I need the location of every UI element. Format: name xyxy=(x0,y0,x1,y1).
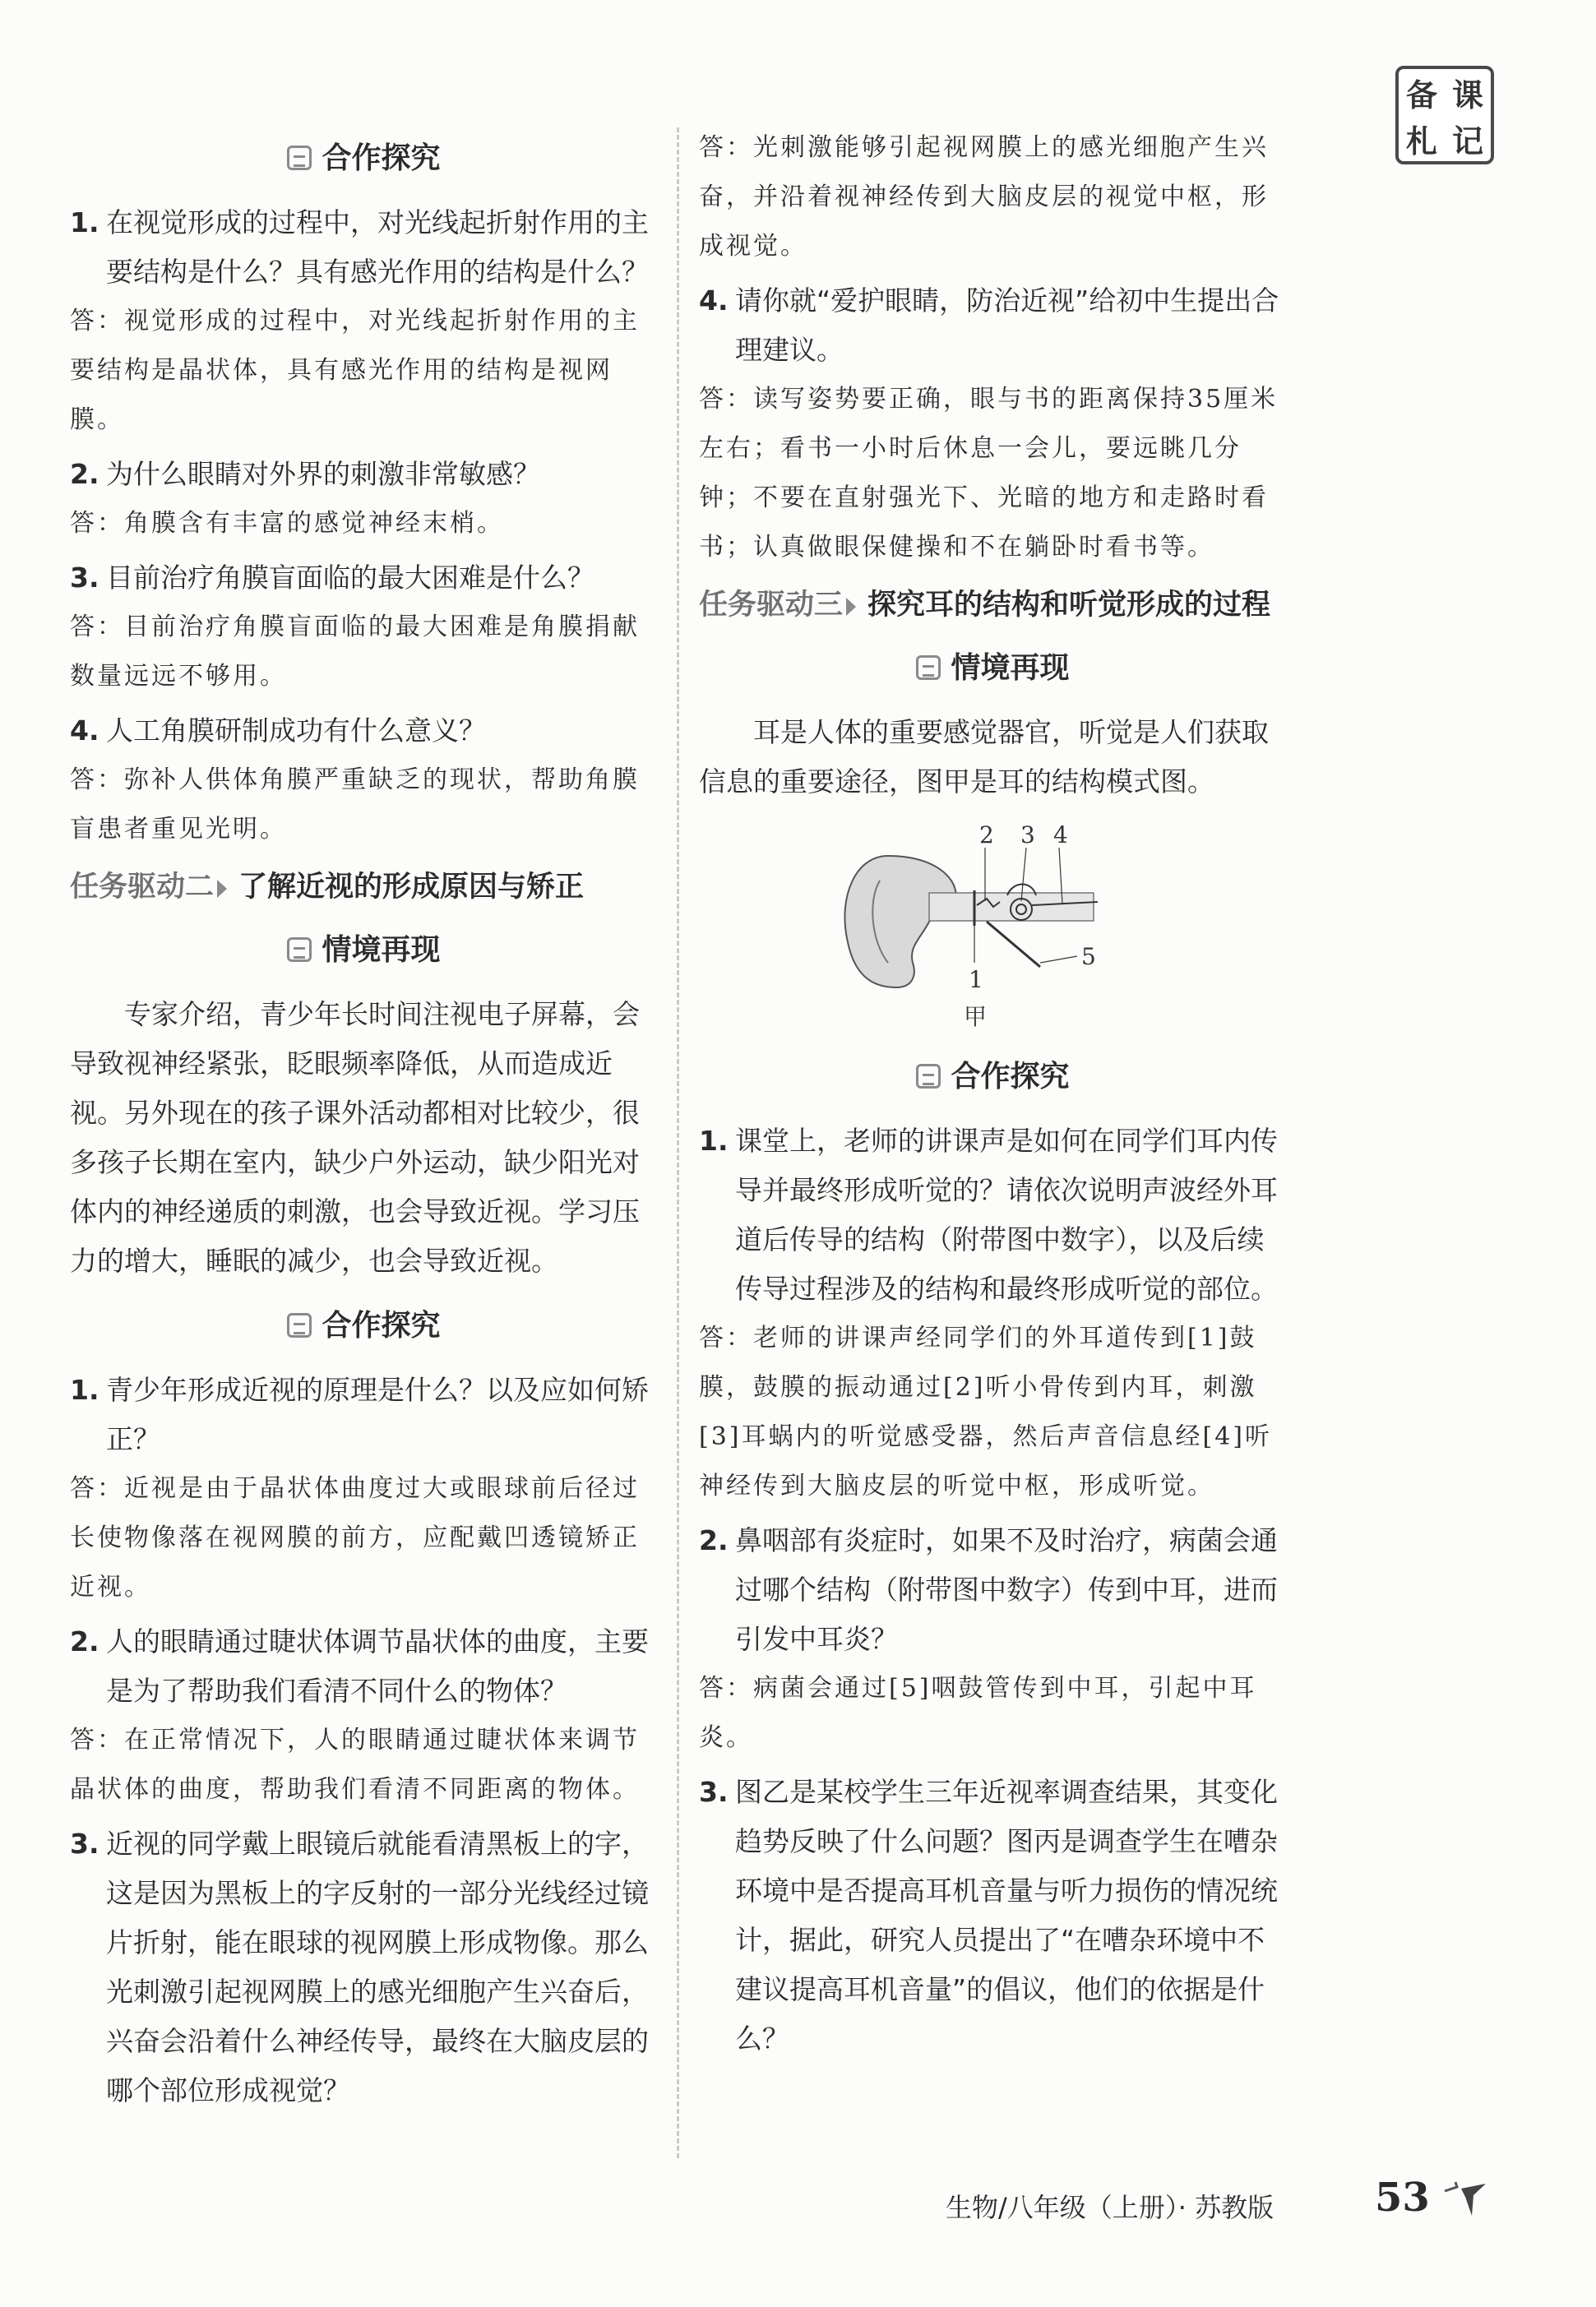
section-icon xyxy=(287,937,312,962)
badge-char: 记 xyxy=(1451,122,1483,160)
badge-char: 札 xyxy=(1405,122,1437,160)
answer: 答：病菌会通过[5]咽鼓管传到中耳，引起中耳炎。 xyxy=(699,1674,1257,1752)
label-1: 1 xyxy=(969,966,983,993)
ear-structure-figure xyxy=(699,823,1287,1037)
section-heading: 合作探究 xyxy=(70,135,658,177)
footer-title: 生物/八年级（上册）· 苏教版 xyxy=(946,2192,1274,2223)
label-3: 3 xyxy=(1020,823,1035,848)
task-heading: 任务驱动二 了解近视的形成原因与矫正 xyxy=(70,871,585,904)
question: 3. 近视的同学戴上眼镜后就能看清黑板上的字，这是因为黑板上的字反射的一部分光线经过镜片折射，能在眼球的视网膜上形成物像。那么光刺激引起视网膜上的感光细胞产生兴奋后，兴奋会沿着什么神经传导，最终在大脑皮层的哪个部位形成视觉？ xyxy=(70,1828,649,2106)
answer: 答：光刺激能够引起视网膜上的感光细胞产生兴奋，并沿着视神经传到大脑皮层的视觉中枢，形成视觉。 xyxy=(699,133,1269,261)
section-icon xyxy=(916,1064,941,1089)
section-icon xyxy=(287,1313,312,1338)
label-5: 5 xyxy=(1081,943,1096,970)
answer: 答：老师的讲课声经同学们的外耳道传到[1]鼓膜，鼓膜的振动通过[2]听小骨传到内耳，刺激[3]耳蜗内的听觉感受器，然后声音信息经[4]听神经传到大脑皮层的听觉中枢，形成听觉。 xyxy=(699,1324,1272,1500)
question: 1. 课堂上，老师的讲课声是如何在同学们耳内传导并最终形成听觉的？请依次说明声波经外耳道后传导的结构（附带图中数字），以及后续传导过程涉及的结构和最终形成听觉的部位。 xyxy=(699,1125,1278,1305)
answer: 答：角膜含有丰富的感觉神经末梢。 xyxy=(70,509,504,538)
arrow-icon xyxy=(217,880,227,898)
question: 1. 在视觉形成的过程中，对光线起折射作用的主要结构是什么？具有感光作用的结构是什么？ xyxy=(70,206,649,288)
section-heading: 情境再现 xyxy=(70,927,658,969)
section-icon xyxy=(916,655,941,680)
answer: 答：读写姿势要正确，眼与书的距离保持35厘米左右；看书一小时后休息一会儿，要远眺几分钟；不要在直射强光下、光暗的地方和走路时看书；认真做眼保健操和不在躺卧时看书等。 xyxy=(699,385,1279,562)
question: 4. 人工角膜研制成功有什么意义？ xyxy=(70,714,486,747)
question: 3. 目前治疗角膜盲面临的最大困难是什么？ xyxy=(70,562,594,594)
context-paragraph: 耳是人体的重要感觉器官，听觉是人们获取信息的重要途径，图甲是耳的结构模式图。 xyxy=(699,716,1269,798)
ear-diagram xyxy=(830,823,1176,1037)
section-icon xyxy=(287,146,312,170)
answer: 答：在正常情况下，人的眼睛通过睫状体来调节晶状体的曲度，帮助我们看清不同距离的物体。 xyxy=(70,1726,640,1804)
label-4: 4 xyxy=(1053,823,1068,848)
question: 4. 请你就“爱护眼睛，防治近视”给初中生提出合理建议。 xyxy=(699,284,1279,366)
label-2: 2 xyxy=(979,823,994,848)
badge-char: 课 xyxy=(1451,76,1483,113)
answer: 答：弥补人供体角膜严重缺乏的现状，帮助角膜盲患者重见光明。 xyxy=(70,765,640,844)
right-column xyxy=(699,123,1287,2064)
context-paragraph: 专家介绍，青少年长时间注视电子屏幕，会导致视神经紧张，眨眼频率降低，从而造成近视。另外现在的孩子课外活动都相对比较少，很多孩子长期在室内，缺少户外运动，缺少阳光对体内的神经递质的刺激，也会导致近视。学习压力的增大，睡眠的减少，也会导致近视。 xyxy=(70,998,640,1277)
notes-badge xyxy=(1395,66,1494,164)
section-heading: 情境再现 xyxy=(699,645,1287,687)
question: 1. 青少年形成近视的原理是什么？以及应如何矫正？ xyxy=(70,1374,649,1455)
left-column xyxy=(70,123,658,2115)
arrow-icon xyxy=(846,598,856,616)
question: 2. 鼻咽部有炎症时，如果不及时治疗，病菌会通过哪个结构（附带图中数字）传到中耳，进而引发中耳炎？ xyxy=(699,1524,1278,1655)
footer-decoration-icon xyxy=(1441,2179,1490,2220)
question: 2. 人的眼睛通过睫状体调节晶状体的曲度，主要是为了帮助我们看清不同什么的物体？ xyxy=(70,1625,649,1707)
answer: 答：目前治疗角膜盲面临的最大困难是角膜捐献数量远远不够用。 xyxy=(70,613,640,691)
figure-caption: 甲 xyxy=(964,1003,988,1030)
answer: 答：近视是由于晶状体曲度过大或眼球前后径过长使物像落在视网膜的前方，应配戴凹透镜矫正近视。 xyxy=(70,1474,640,1602)
badge-char: 备 xyxy=(1405,76,1437,113)
section-heading: 合作探究 xyxy=(70,1302,658,1344)
column-divider xyxy=(677,127,679,2158)
answer: 答：视觉形成的过程中，对光线起折射作用的主要结构是晶状体，具有感光作用的结构是视网膜。 xyxy=(70,307,640,434)
question: 2. 为什么眼睛对外界的刺激非常敏感？ xyxy=(70,458,540,490)
section-heading: 合作探究 xyxy=(699,1053,1287,1095)
task-heading: 任务驱动三 探究耳的结构和听觉形成的过程 xyxy=(699,589,1271,622)
page-number: 53 xyxy=(1375,2175,1430,2221)
question: 3. 图乙是某校学生三年近视率调查结果，其变化趋势反映了什么问题？图丙是调查学生在嘈杂环境中是否提高耳机音量与听力损伤的情况统计，据此，研究人员提出了“在嘈杂环境中不建议提高耳机音量”的倡议，他们的依据是什么？ xyxy=(699,1776,1278,2055)
